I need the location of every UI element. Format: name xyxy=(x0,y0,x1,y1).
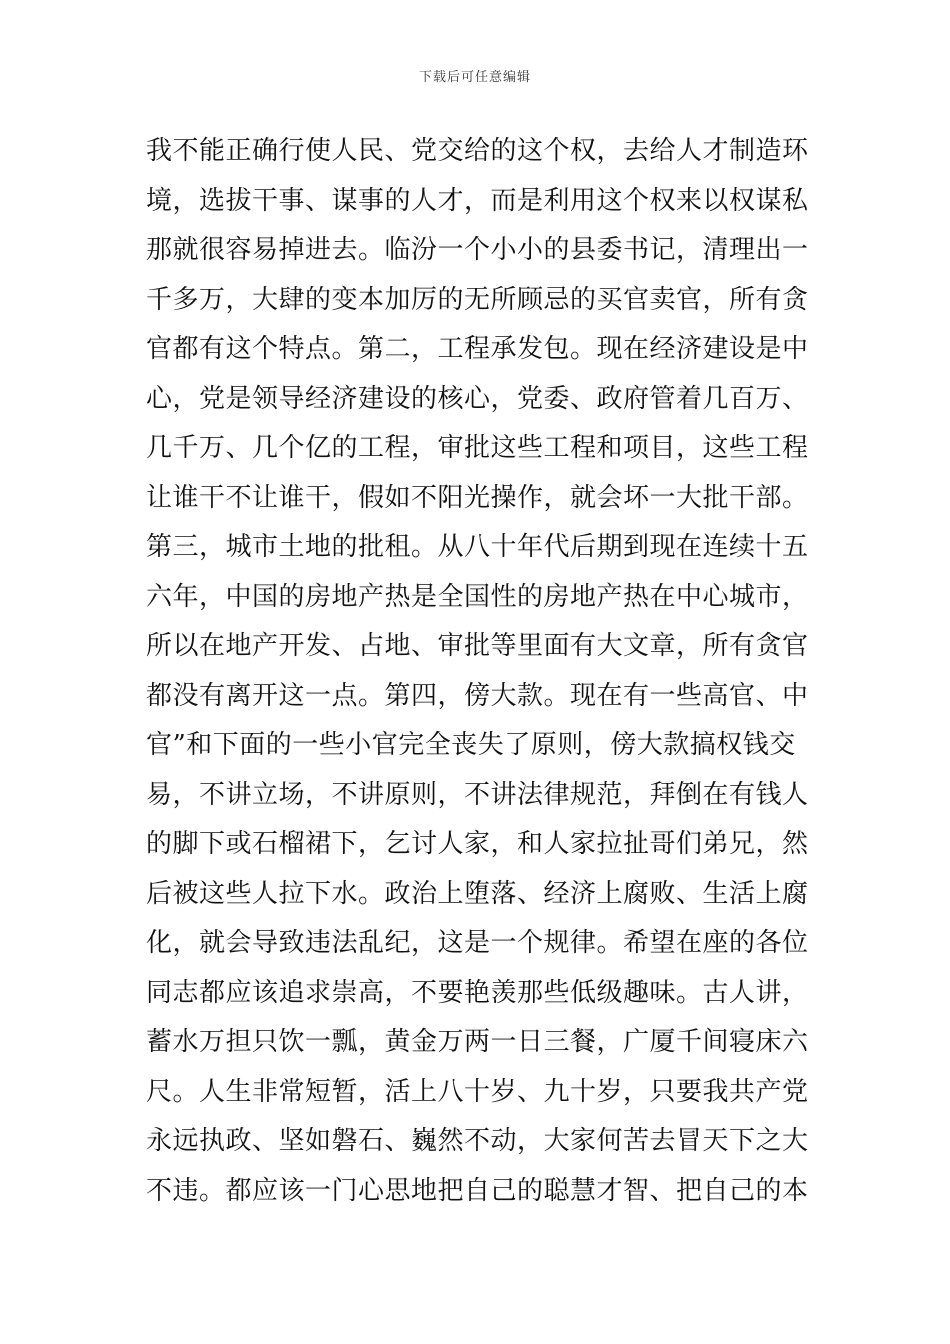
text-line: 后被这些人拉下水。政治上堕落、经济上腐败、生活上腐 xyxy=(146,878,809,909)
page-header-note: 下载后可任意编辑 xyxy=(418,70,531,85)
text-line: 第三，城市土地的批租。从八十年代后期到现在连续十五 xyxy=(146,532,809,562)
text-line: 心，党是领导经济建设的核心，党委、政府管着几百万、 xyxy=(146,383,809,414)
text-line: 千多万，大肆的变本加厉的无所顾忌的买官卖官，所有贪 xyxy=(146,284,809,315)
text-line: 官”和下面的一些小官完全丧失了原则，傍大款搞权钱交 xyxy=(146,730,796,760)
document-body xyxy=(146,127,816,1216)
text-line: 化，就会导致违法乱纪，这是一个规律。希望在座的各位 xyxy=(146,928,809,958)
text-line: 尺。人生非常短暂，活上八十岁、九十岁，只要我共产党 xyxy=(146,1076,809,1107)
text-line: 境，选拔干事、谋事的人才，而是利用这个权来以权谋私 xyxy=(146,185,809,216)
text-line: 的脚下或石榴裙下，乞讨人家，和人家拉扯哥们弟兄，然 xyxy=(146,829,809,859)
text-line: 所以在地产开发、占地、审批等里面有大文章，所有贪官 xyxy=(146,631,809,661)
text-line: 易，不讲立场，不讲原则，不讲法律规范，拜倒在有钱人 xyxy=(146,779,809,810)
text-line: 都没有离开这一点。第四，傍大款。现在有一些高官、中 xyxy=(146,680,809,711)
text-line: 官都有这个特点。第二，工程承发包。现在经济建设是中 xyxy=(146,334,809,364)
text-line: 那就很容易掉进去。临汾一个小小的县委书记，清理出一 xyxy=(146,235,809,265)
text-line: 永远执政、坚如磐石、巍然不动，大家何苦去冒天下之大 xyxy=(146,1126,809,1156)
text-line: 同志都应该追求崇高，不要艳羡那些低级趣味。古人讲， xyxy=(146,977,809,1008)
text-line: 不违。都应该一门心思地把自己的聪慧才智、把自己的本 xyxy=(146,1175,809,1206)
text-line: 我不能正确行使人民、党交给的这个权，去给人才制造环 xyxy=(146,136,809,166)
text-line: 让谁干不让谁干，假如不阳光操作，就会坏一大批干部。 xyxy=(146,482,809,513)
text-line: 六年，中国的房地产热是全国性的房地产热在中心城市， xyxy=(146,581,809,612)
text-line: 蓄水万担只饮一瓢，黄金万两一日三餐，广厦千间寝床六 xyxy=(146,1027,809,1057)
text-line: 几千万、几个亿的工程，审批这些工程和项目，这些工程 xyxy=(146,433,809,463)
